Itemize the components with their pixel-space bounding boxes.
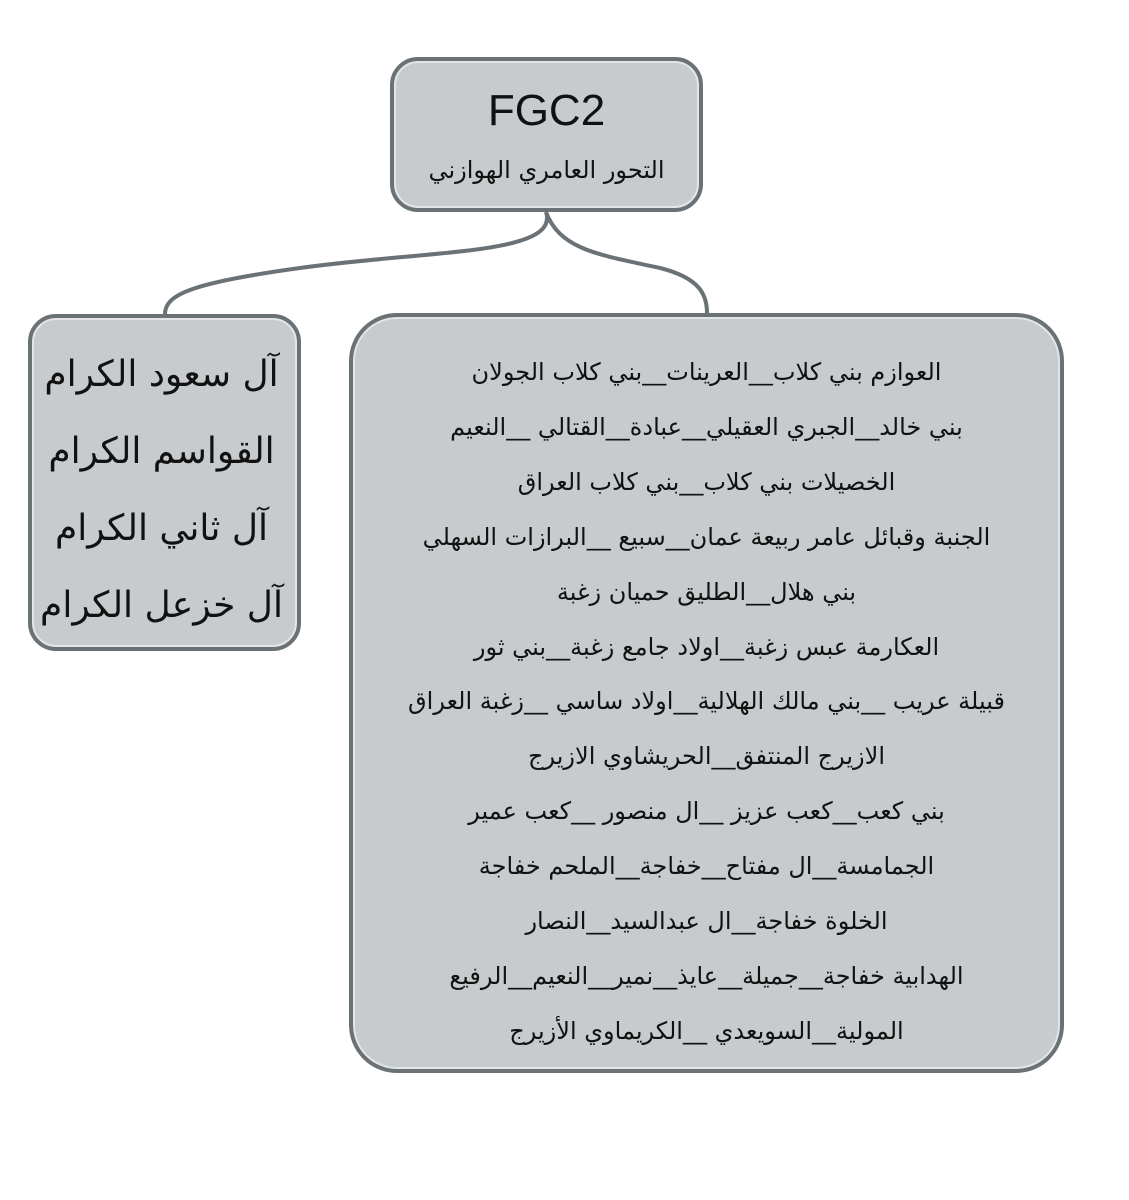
- right-branch-item: بني هلال__الطليق حميان زغبة: [556, 577, 857, 606]
- root-node: [390, 57, 703, 212]
- connector-root-to-left: [165, 212, 547, 314]
- right-branch-item: الخصيلات بني كلاب__بني كلاب العراق: [517, 467, 896, 496]
- right-branch-item: المولية__السويعدي __الكريماوي الأزيرج: [509, 1016, 904, 1045]
- connector-root-to-right: [546, 212, 707, 313]
- right-branch-item: الخلوة خفاجة__ال عبدالسيد__النصار: [525, 907, 888, 936]
- left-branch-item: آل ثاني الكرام: [54, 508, 269, 549]
- right-branch-item: الجمامسة__ال مفتاح__خفاجة__الملحم خفاجة: [478, 852, 935, 881]
- right-branch-item: العكارمة عبس زغبة__اولاد جامع زغبة__بني ثور: [473, 632, 940, 661]
- right-branch-item: العوازم بني كلاب__العرينات__بني كلاب الجولان: [471, 358, 942, 386]
- root-subtitle: التحور العامري الهوازني: [428, 156, 665, 184]
- left-branch-item: آل خزعل الكرام: [40, 585, 283, 626]
- right-branch-item: بني كعب__كعب عزيز __ال منصور __كعب عمير: [468, 797, 945, 826]
- left-branch-item: آل سعود الكرام: [44, 354, 279, 395]
- root-title: FGC2: [487, 86, 606, 135]
- left-branch-item: القواسم الكرام: [48, 431, 275, 472]
- right-branch-item: قبيلة عريب __بني مالك الهلالية__اولاد ساسي __زغبة العراق: [408, 687, 1005, 716]
- right-branch-item: الازيرج المنتفق__الحريشاوي الازيرج: [528, 742, 885, 771]
- right-branch-node: [349, 313, 1064, 1073]
- left-branch-node: [28, 314, 301, 651]
- right-branch-item: بني خالد__الجبري العقيلي__عبادة__القتالي __النعيم: [450, 412, 963, 441]
- right-branch-item: الهدابية خفاجة__جميلة__عايذ__نمير__النعيم__الرفيع: [449, 961, 964, 990]
- right-branch-item: الجنبة وقبائل عامر ربيعة عمان__سبيع __البرازات السهلي: [422, 522, 991, 551]
